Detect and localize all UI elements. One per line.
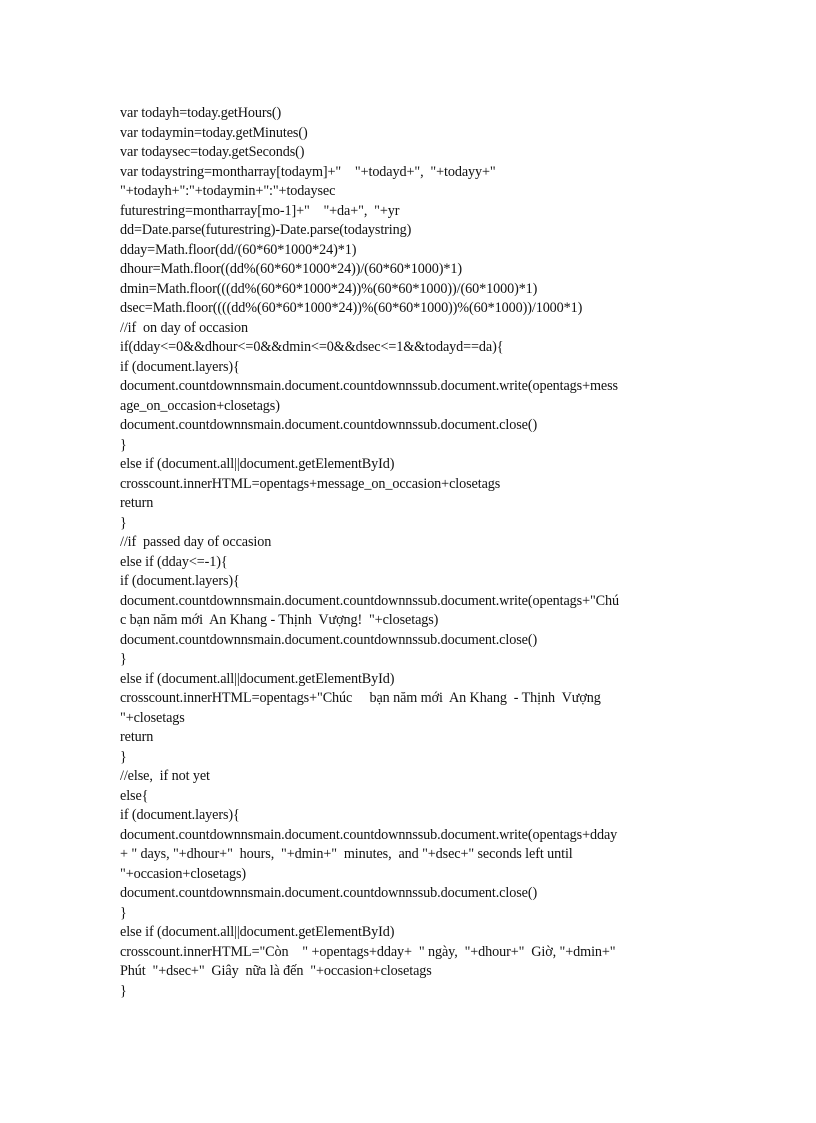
code-line: age_on_occasion+closetags) [120,397,280,414]
code-line: dday=Math.floor(dd/(60*60*1000*24)*1) [120,241,357,258]
code-line: var todaymin=today.getMinutes() [120,124,308,141]
code-line: dd=Date.parse(futurestring)-Date.parse(todaystring) [120,222,412,238]
code-line: dhour=Math.floor((dd%(60*60*1000*24))/(60*60*1000)*1) [120,261,462,277]
code-line: + " days, "+dhour+" hours, "+dmin+" minutes, and "+dsec+" seconds left until [120,846,573,862]
code-line: if (document.layers){ [120,358,240,375]
code-line: else if (dday<=-1){ [120,553,228,570]
code-line: if (document.layers){ [120,573,240,589]
code-line: "+todayh+":"+todaymin+":"+todaysec [120,183,336,199]
code-line: return [120,495,154,511]
code-line: c bạn năm mới An Khang - Thịnh Vượng! "+closetags) [120,612,439,628]
code-line: crosscount.innerHTML=opentags+message_on_occasion+closetags [120,475,501,492]
code-line: } [120,514,127,531]
code-line: if (document.layers){ [120,807,240,823]
code-line: dsec=Math.floor((((dd%(60*60*1000*24))%(60*60*1000))%(60*1000))/1000*1) [120,300,583,316]
code-comment: //else, if not yet [120,768,210,784]
code-comment: //if on day of occasion [120,319,249,336]
code-line: } [120,436,127,453]
code-line: crosscount.innerHTML="Còn " +opentags+dday+ " ngày, "+dhour+" Giờ, "+dmin+" [120,943,616,960]
code-line: futurestring=montharray[mo-1]+" "+da+", "+yr [120,202,400,219]
code-line: else if (document.all||document.getElementById) [120,924,395,940]
code-line: document.countdownnsmain.document.countdownnssub.document.write(opentags+mess [120,378,618,394]
code-line: "+occasion+closetags) [120,865,247,882]
code-line: } [120,748,127,765]
code-comment: //if passed day of occasion [120,534,272,550]
code-line: var todayh=today.getHours() [120,105,282,121]
code-line: } [120,982,127,999]
code-line: if(dday<=0&&dhour<=0&&dmin<=0&&dsec<=1&&todayd==da){ [120,339,504,355]
code-line: document.countdownnsmain.document.countdownnssub.document.write(opentags+"Chú [120,592,620,609]
code-line: crosscount.innerHTML=opentags+"Chúc bạn năm mới An Khang - Thịnh Vượng [120,690,601,706]
code-line: var todaystring=montharray[todaym]+" "+todayd+", "+todayy+" [120,163,496,180]
code-line: "+closetags [120,709,185,726]
code-line: dmin=Math.floor(((dd%(60*60*1000*24))%(60*60*1000))/(60*1000)*1) [120,280,538,297]
code-line: document.countdownnsmain.document.countdownnssub.document.close() [120,885,538,901]
code-line: else if (document.all||document.getElementById) [120,456,395,472]
code-line: } [120,904,127,921]
code-line: document.countdownnsmain.document.countdownnssub.document.close() [120,631,538,648]
code-line: document.countdownnsmain.document.countdownnssub.document.write(opentags+dday [120,826,618,843]
code-line: document.countdownnsmain.document.countdownnssub.document.close() [120,417,538,433]
code-line: else{ [120,787,149,804]
code-line: var todaysec=today.getSeconds() [120,144,305,160]
code-line: } [120,651,127,667]
code-line: else if (document.all||document.getElementById) [120,670,395,687]
code-line: Phút "+dsec+" Giây nữa là đến "+occasion+closetags [120,963,432,979]
code-line: return [120,729,154,745]
code-listing [120,104,690,1001]
